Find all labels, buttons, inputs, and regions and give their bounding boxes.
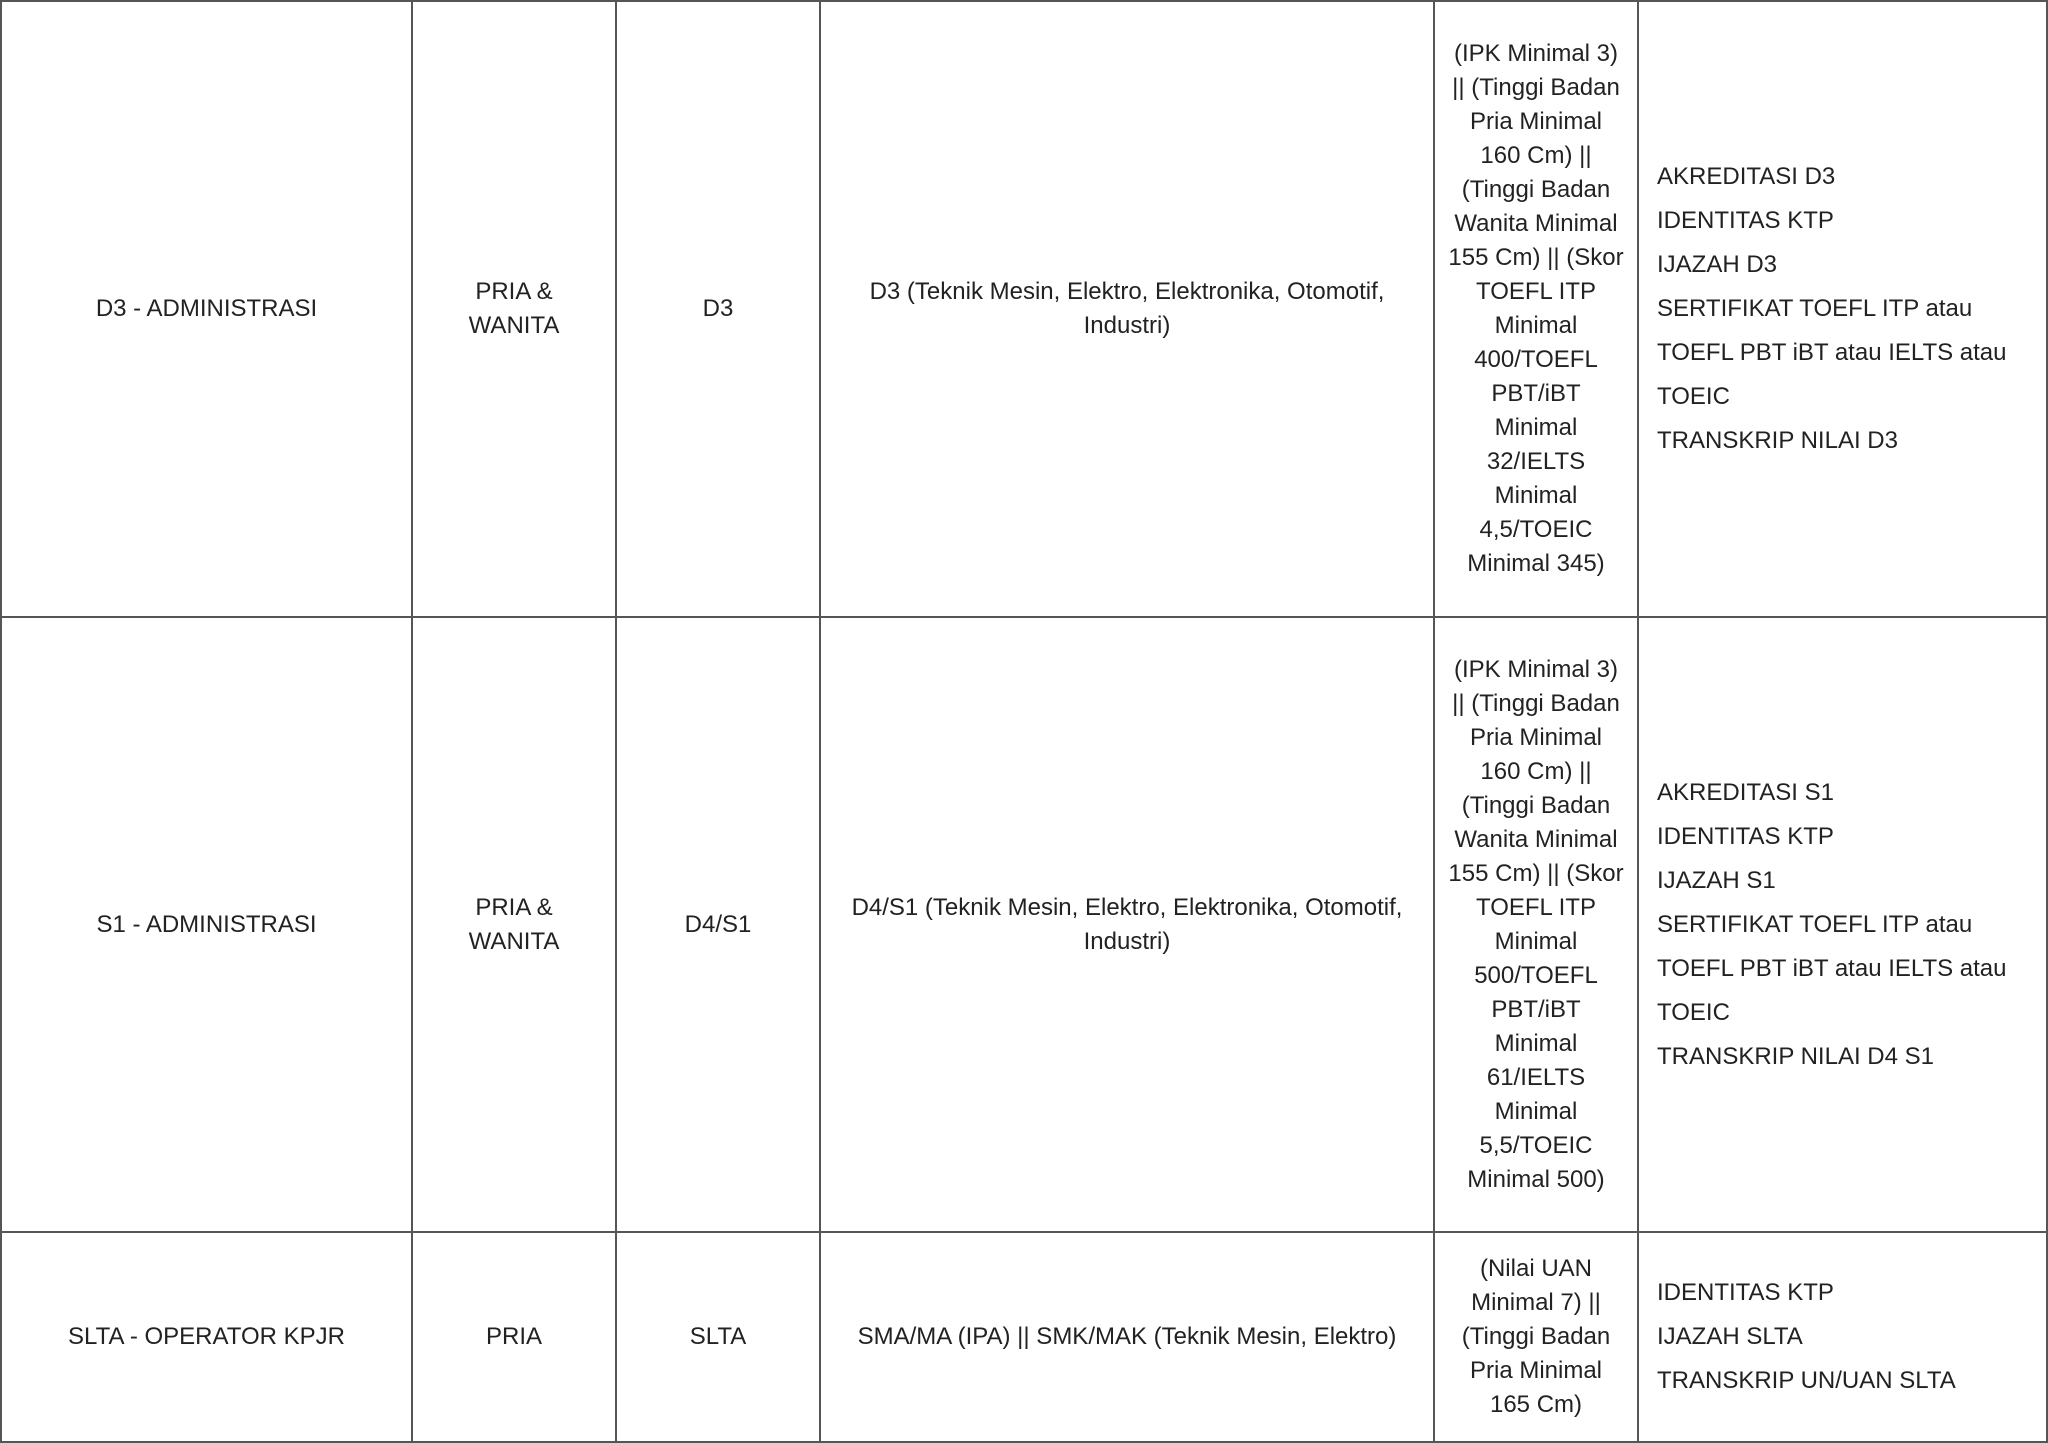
education-cell: D4/S1: [616, 617, 820, 1232]
table-row: [1, 617, 2047, 1232]
education-cell: D3: [616, 1, 820, 617]
position-cell: D3 - ADMINISTRASI: [1, 1, 412, 617]
document-item: SERTIFIKAT TOEFL ITP atau TOEFL PBT iBT atau IELTS atau TOEIC: [1657, 910, 2007, 1026]
gender-cell: PRIA: [412, 1232, 616, 1442]
document-item: AKREDITASI S1: [1657, 778, 1834, 806]
documents-cell: [1638, 1232, 2047, 1442]
documents-cell: [1638, 1, 2047, 617]
requirements-cell: (Nilai UAN Minimal 7) || (Tinggi Badan Pria Minimal 165 Cm): [1434, 1232, 1638, 1442]
majors-cell: D3 (Teknik Mesin, Elektro, Elektronika, Otomotif, Industri): [820, 1, 1434, 617]
document-item: IDENTITAS KTP: [1657, 822, 1834, 850]
majors-cell: SMA/MA (IPA) || SMK/MAK (Teknik Mesin, Elektro): [820, 1232, 1434, 1442]
document-item: IDENTITAS KTP: [1657, 1279, 1834, 1306]
table-row: [1, 1, 2047, 617]
document-item: AKREDITASI D3: [1657, 163, 1836, 190]
gender-cell: PRIA & WANITA: [412, 617, 616, 1232]
position-cell: SLTA - OPERATOR KPJR: [1, 1232, 412, 1442]
document-item: TRANSKRIP NILAI D3: [1657, 427, 1898, 454]
table-row: [1, 1232, 2047, 1442]
document-item: IDENTITAS KTP: [1657, 207, 1834, 234]
requirements-cell: (IPK Minimal 3) || (Tinggi Badan Pria Minimal 160 Cm) || (Tinggi Badan Wanita Minimal 155 Cm) || (Skor TOEFL ITP Minimal 500/TOEFL PBT/iBT Minimal 61/IELTS Minimal 5,5/TOEIC Minimal 500): [1434, 617, 1638, 1232]
requirements-cell: (IPK Minimal 3) || (Tinggi Badan Pria Minimal 160 Cm) || (Tinggi Badan Wanita Minimal 155 Cm) || (Skor TOEFL ITP Minimal 400/TOEFL PBT/iBT Minimal 32/IELTS Minimal 4,5/TOEIC Minimal 345): [1434, 1, 1638, 617]
document-item: IJAZAH SLTA: [1657, 1323, 1803, 1350]
document-item: IJAZAH D3: [1657, 251, 1778, 278]
document-item: TRANSKRIP NILAI D4 S1: [1657, 1042, 1934, 1070]
documents-cell: [1638, 617, 2047, 1232]
position-cell: S1 - ADMINISTRASI: [1, 617, 412, 1232]
gender-cell: PRIA & WANITA: [412, 1, 616, 617]
document-item: SERTIFIKAT TOEFL ITP atau TOEFL PBT iBT atau IELTS atau TOEIC: [1657, 295, 2007, 410]
education-cell: SLTA: [616, 1232, 820, 1442]
document-item: IJAZAH S1: [1657, 866, 1776, 894]
majors-cell: D4/S1 (Teknik Mesin, Elektro, Elektronika, Otomotif, Industri): [820, 617, 1434, 1232]
document-item: TRANSKRIP UN/UAN SLTA: [1657, 1367, 1956, 1394]
